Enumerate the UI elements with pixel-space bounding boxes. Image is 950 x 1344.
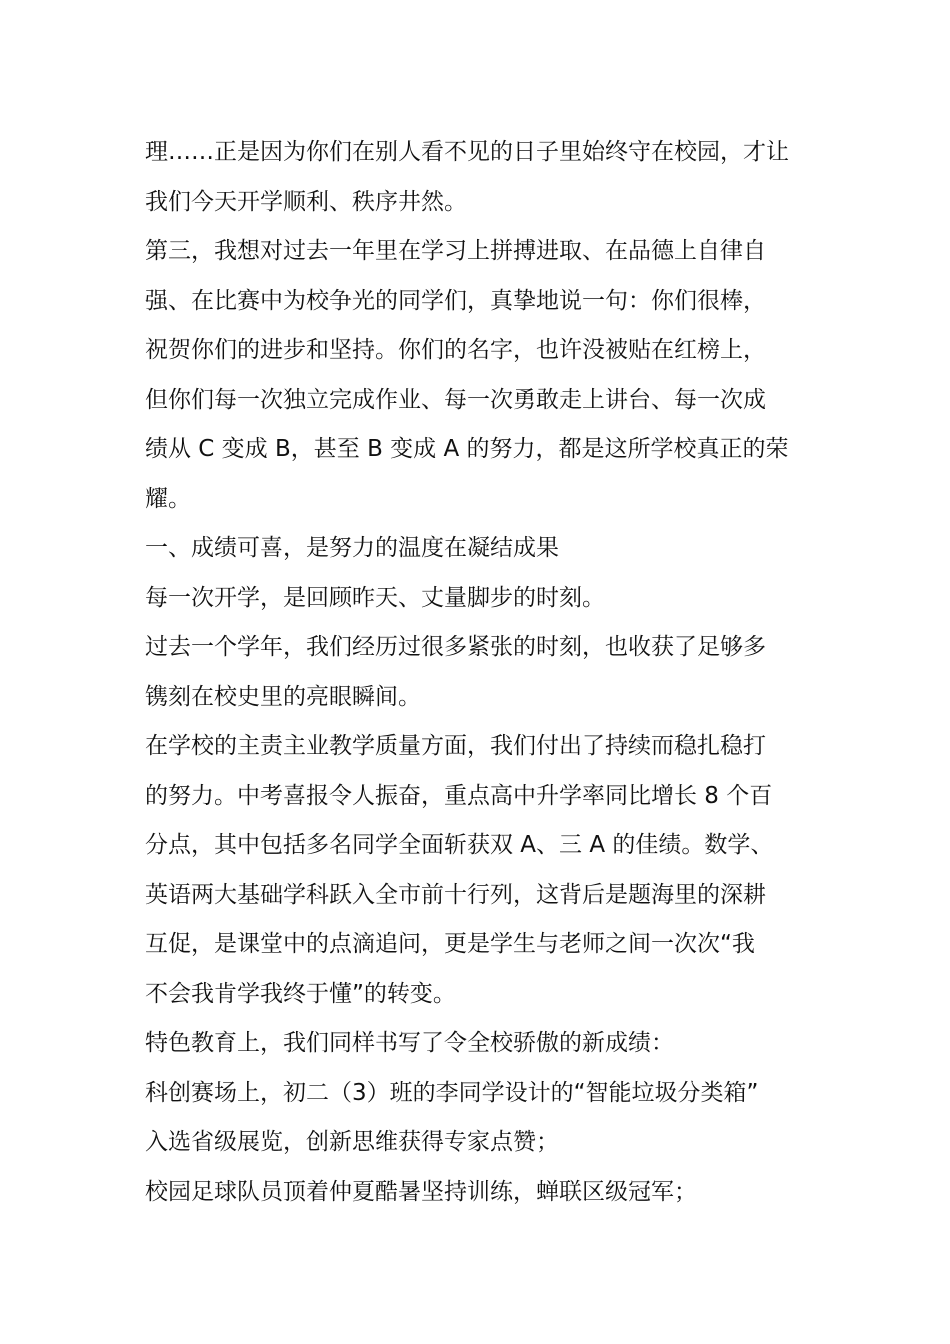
text-line: 但你们每一次独立完成作业、每一次勇敢走上讲台、每一次成 (145, 386, 766, 413)
section-heading: 一、成绩可喜，是努力的温度在凝结成果 (145, 535, 559, 561)
text-line: 在学校的主责主业教学质量方面，我们付出了持续而稳扎稳打 (145, 733, 766, 759)
text-line: 镌刻在校史里的亮眼瞬间。 (145, 683, 421, 710)
text-line: 过去一个学年，我们经历过很多紧张的时刻，也收获了足够多 (145, 634, 766, 660)
text-line: 祝贺你们的进步和坚持。你们的名字，也许没被贴在红榜上， (145, 337, 766, 363)
text-line: 的努力。中考喜报令人振奋，重点高中升学率同比增长 8 个百 (145, 782, 773, 809)
text-line: 每一次开学，是回顾昨天、丈量脚步的时刻。 (145, 584, 605, 611)
document-body (145, 128, 815, 1217)
text-line: 分点，其中包括多名同学全面斩获双 A、三 A 的佳绩。数学、 (145, 832, 774, 858)
text-line: 不会我肯学我终于懂”的转变。 (145, 980, 456, 1007)
text-line: 校园足球队员顶着仲夏酷暑坚持训练，蝉联区级冠军； (145, 1178, 697, 1205)
text-line: 强、在比赛中为校争光的同学们，真挚地说一句：你们很棒， (145, 287, 766, 314)
text-line: 科创赛场上，初二（3）班的李同学设计的“智能垃圾分类箱” (145, 1079, 759, 1106)
text-line: 绩从 C 变成 B，甚至 B 变成 A 的努力，都是这所学校真正的荣 (145, 436, 789, 462)
text-line: 英语两大基础学科跃入全市前十行列，这背后是题海里的深耕 (145, 881, 766, 908)
text-line: 互促，是课堂中的点滴追问，更是学生与老师之间一次次“我 (145, 931, 755, 957)
text-line: 我们今天开学顺利、秩序井然。 (145, 188, 467, 215)
text-line: 理……正是因为你们在别人看不见的日子里始终守在校园，才让 (145, 139, 789, 165)
text-line: 耀。 (145, 485, 191, 512)
text-line: 入选省级展览，创新思维获得专家点赞； (145, 1129, 559, 1155)
text-line: 第三，我想对过去一年里在学习上拼搏进取、在品德上自律自 (145, 238, 766, 264)
text-line: 特色教育上，我们同样书写了令全校骄傲的新成绩： (145, 1030, 674, 1056)
